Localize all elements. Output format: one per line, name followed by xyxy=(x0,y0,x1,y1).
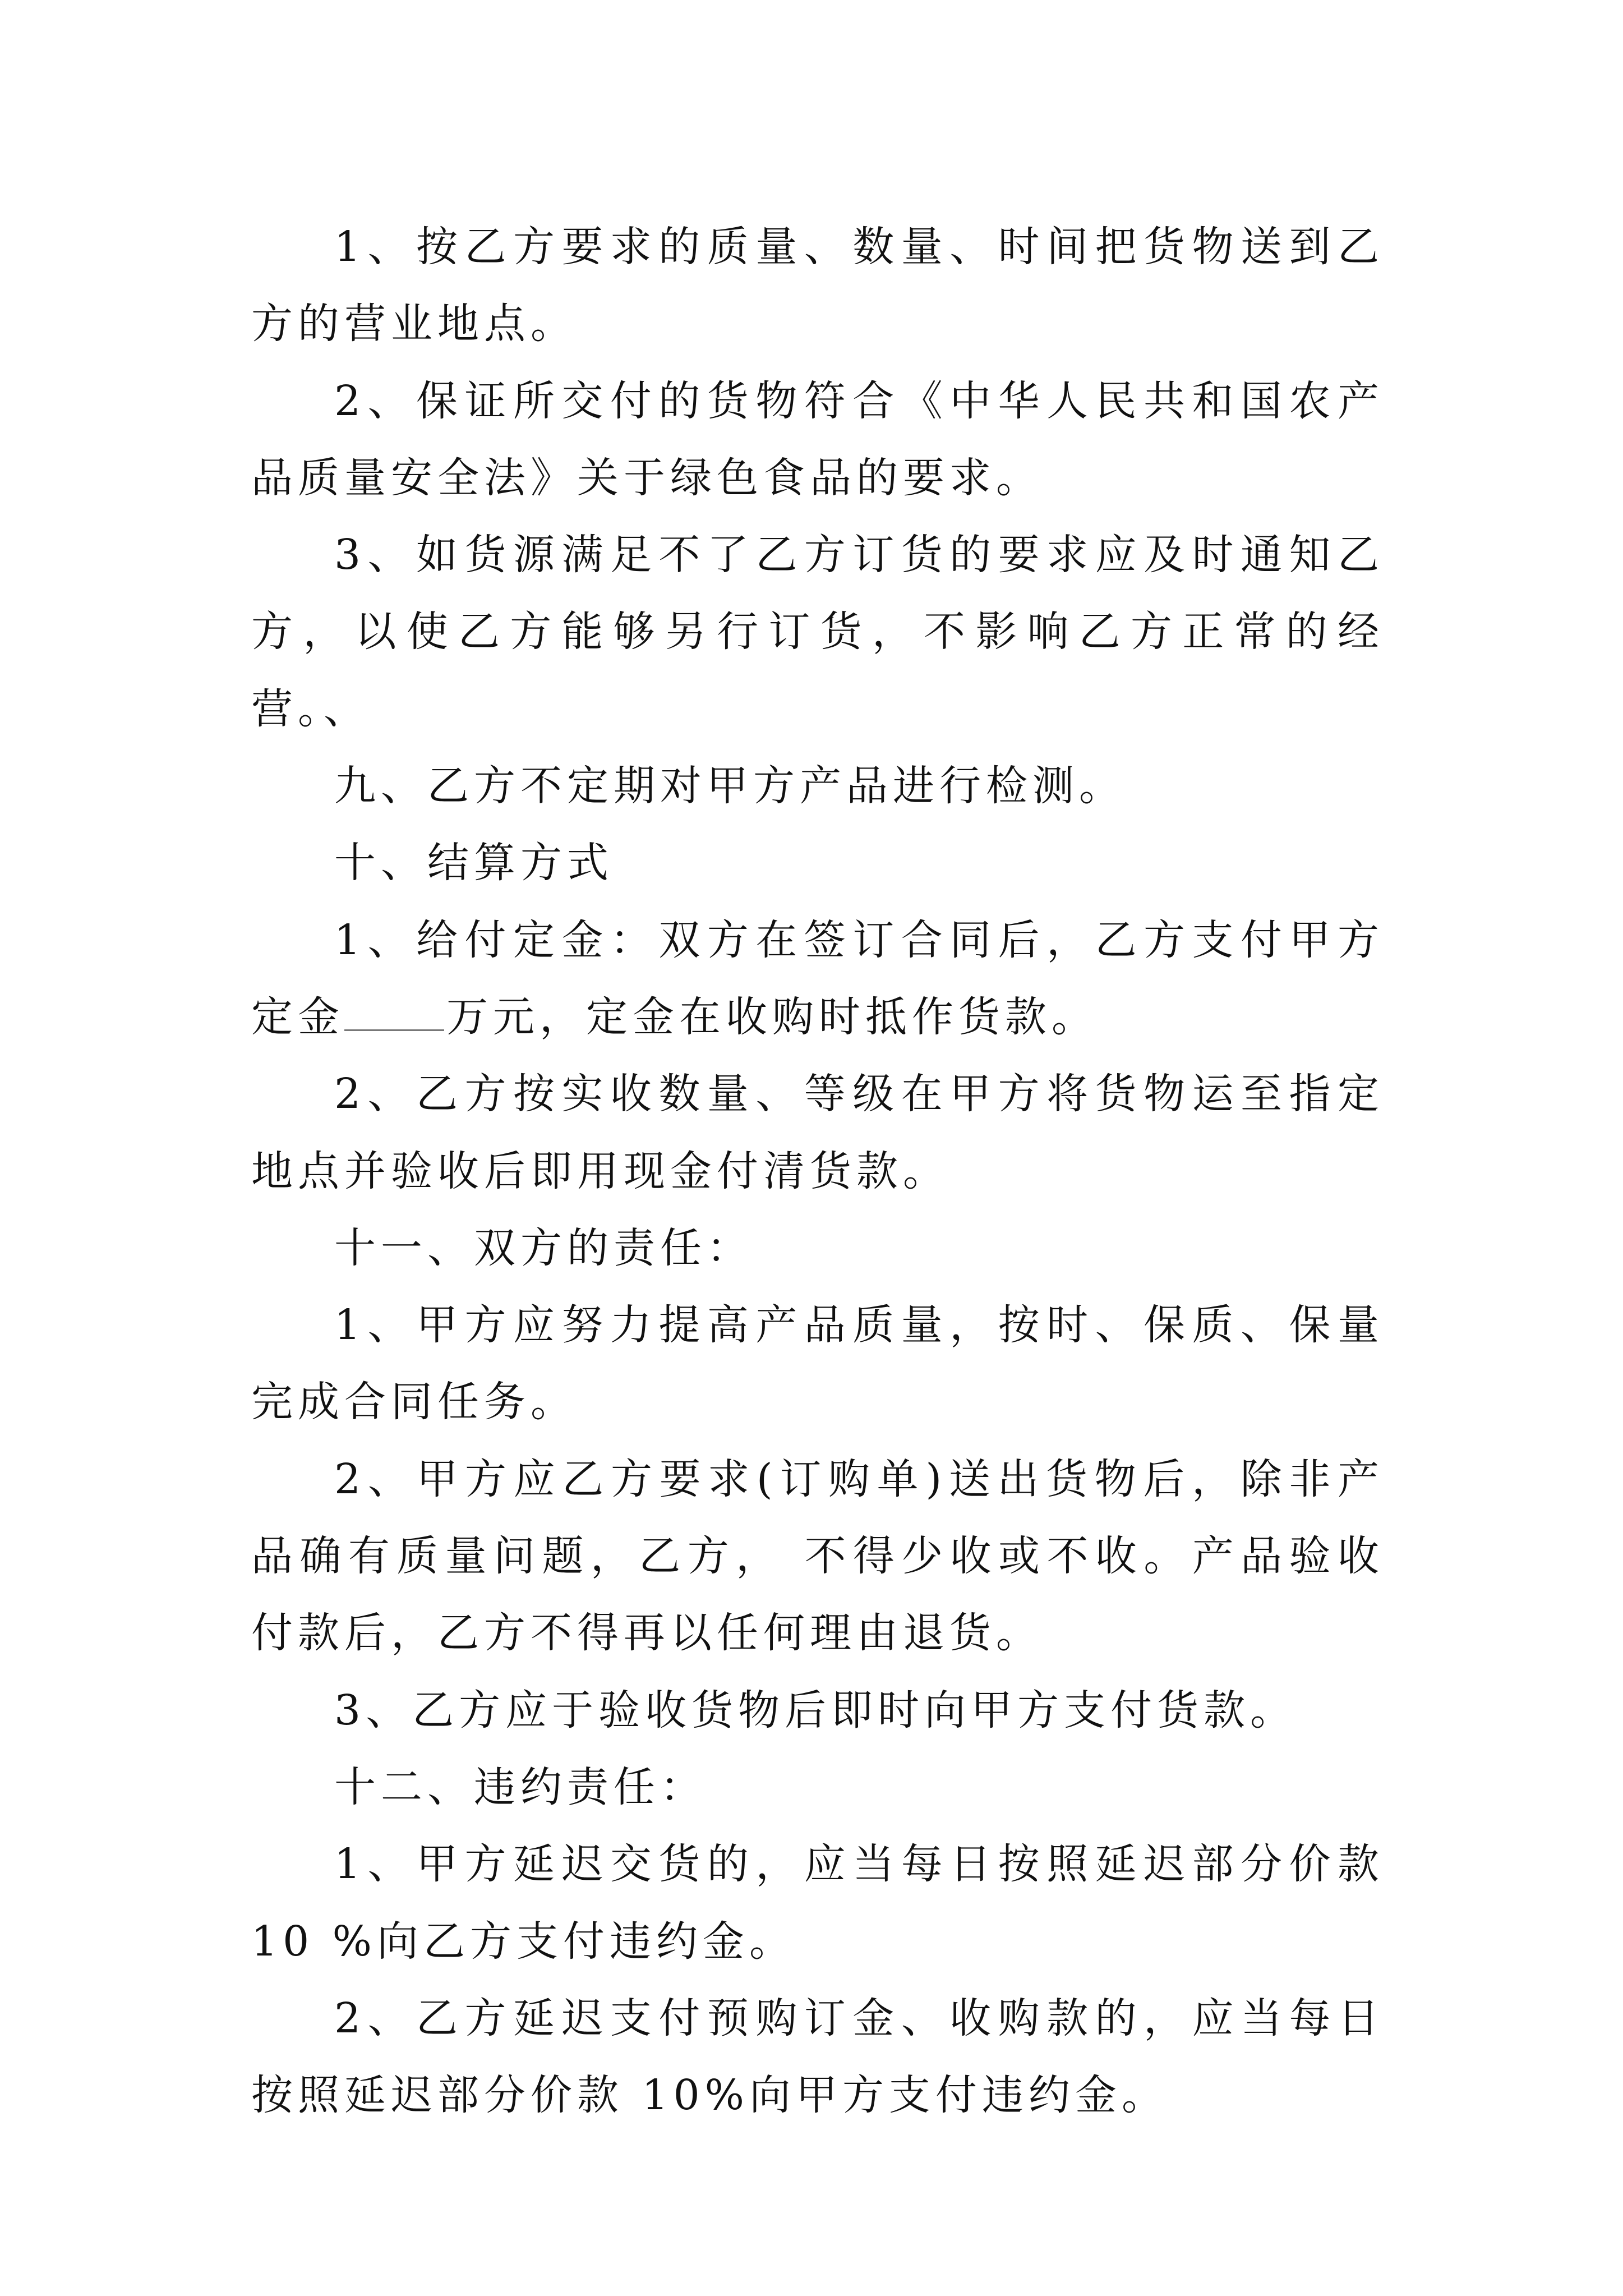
paragraph-order-acceptance: 2、甲方应乙方要求(订购单)送出货物后，除非产品确有质量问题，乙方， 不得少收或不收。产品验收付款后，乙方不得再以任何理由退货。 xyxy=(251,1455,1384,1658)
paragraph-party-b-payment: 3、乙方应于验收货物后即时向甲方支付货款。 xyxy=(334,1686,1297,1734)
paragraph-payment-delay-penalty: 2、乙方延迟支付预购订金、收购款的，应当每日按照延迟部分价款 10%向甲方支付违约金。 xyxy=(251,1994,1384,2120)
paragraph-delivery-delay-penalty: 1、甲方延迟交货的，应当每日按照延迟部分价款 10 %向乙方支付违约金。 xyxy=(251,1840,1384,1966)
paragraph-payment: 2、乙方按实收数量、等级在甲方将货物运至指定地点并验收后即用现金付清货款。 xyxy=(251,1070,1384,1195)
deposit-text-start: 1、给付定金：双方在签订合同后，乙方支付甲方定金 xyxy=(251,915,1384,1041)
paragraph-supply-shortage: 3、如货源满足不了乙方订货的要求应及时通知乙方，以使乙方能够另行订货，不影响乙方正常的经营。、 xyxy=(251,531,1384,733)
section-eleven-heading: 十一、双方的责任： xyxy=(334,1223,753,1272)
deposit-text-end: 万元，定金在收购时抵作货款。 xyxy=(446,992,1098,1041)
section-twelve-heading: 十二、违约责任： xyxy=(334,1763,707,1811)
paragraph-quality-compliance: 2、保证所交付的货物符合《中华人民共和国农产品质量安全法》关于绿色食品的要求。 xyxy=(251,376,1384,502)
section-nine-inspection: 九、乙方不定期对甲方产品进行检测。 xyxy=(334,762,1126,811)
deposit-amount-blank xyxy=(344,1029,444,1031)
section-ten-heading: 十、结算方式 xyxy=(334,839,614,887)
paragraph-supplier-delivery: 1、按乙方要求的质量、数量、时间把货物送到乙方的营业地点。 xyxy=(251,223,1384,348)
paragraph-party-a-quality: 1、甲方应努力提高产品质量，按时、保质、保量完成合同任务。 xyxy=(251,1301,1384,1427)
document-body xyxy=(251,209,1384,2134)
paragraph-deposit xyxy=(251,902,1384,1056)
